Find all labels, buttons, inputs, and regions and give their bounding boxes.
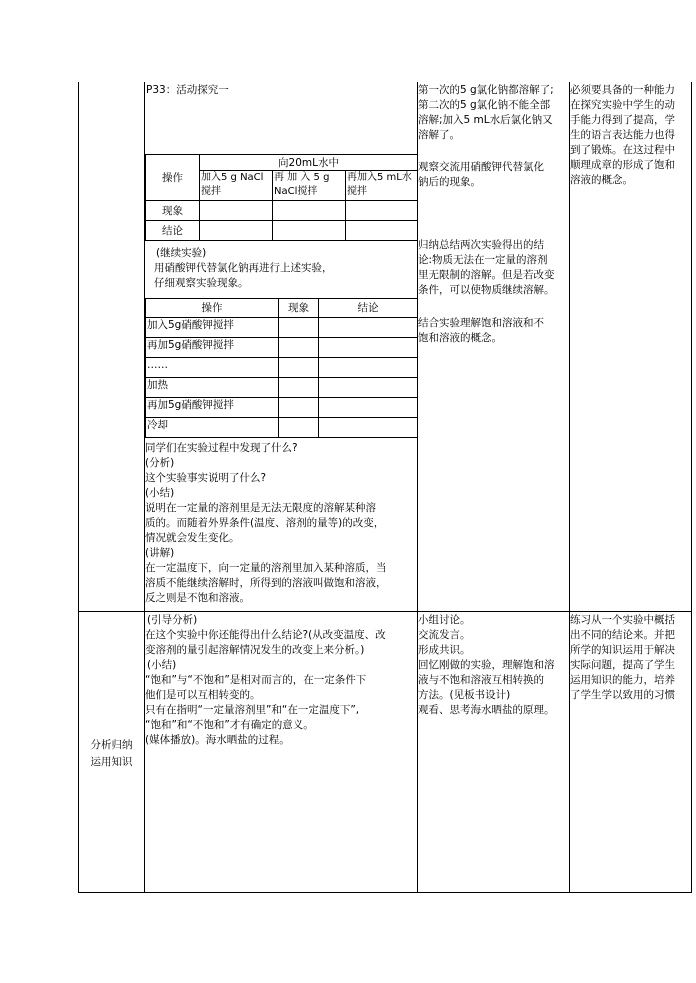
text-line: 第二次的5 g氯化钠不能全部 xyxy=(418,99,551,111)
text-line: 形成共识。 xyxy=(418,644,471,656)
empty-cell xyxy=(319,358,418,378)
text-line: 方法。(见板书设计) xyxy=(418,689,511,701)
student-activity-1 xyxy=(418,83,569,143)
text-line: 里无限制的溶解。但是若改变 xyxy=(418,269,555,281)
empty-cell xyxy=(279,338,319,358)
text-line: 说明在一定量的溶剂里是无法无限度的溶解某种溶 xyxy=(145,502,376,514)
text-line: 生的语言表达能力也得 xyxy=(570,129,675,141)
student-activity-4 xyxy=(418,316,569,346)
text-line: 分析归纳 xyxy=(90,739,133,751)
empty-cell xyxy=(279,418,319,438)
text-line: (分析) xyxy=(145,457,175,469)
text-line: (继续实验) xyxy=(156,247,207,259)
op-add-nacl: 加入5 g NaCl搅拌 xyxy=(200,171,273,201)
text-line: 练习从一个实验中概括 xyxy=(570,614,675,626)
op-row: …… xyxy=(146,358,279,378)
op-row: 加热 xyxy=(146,378,279,398)
analysis-summary-text xyxy=(145,441,417,606)
text-line: 出不同的结论来。并把 xyxy=(570,629,675,641)
text-line: (讲解) xyxy=(145,547,175,559)
empty-cell xyxy=(279,318,319,338)
empty-cell xyxy=(346,221,418,241)
op-add-water: 再加入5 mL水搅拌 xyxy=(346,171,418,201)
continue-experiment-text xyxy=(150,246,416,291)
empty-cell xyxy=(273,221,346,241)
row-phenomenon-label: 现象 xyxy=(146,201,200,221)
outer-right-border xyxy=(691,82,692,893)
op-row: 再加5g硝酸钾搅拌 xyxy=(146,398,279,418)
outer-left-border xyxy=(78,82,79,893)
text-line: 运用知识的能力，培养 xyxy=(570,674,675,686)
text-line: (引导分析) xyxy=(147,614,198,626)
text-line: 观看、思考海水晒盐的原理。 xyxy=(418,704,555,716)
text-line: 到了锻炼。在这过程中 xyxy=(570,144,675,156)
design-intent-row2 xyxy=(570,613,691,703)
design-intent-1 xyxy=(570,83,691,188)
empty-cell xyxy=(200,221,273,241)
text-line: 必须要具备的一种能力 xyxy=(570,84,675,96)
empty-cell xyxy=(319,318,418,338)
text-line: 归纳总结两次实验得出的结 xyxy=(418,239,544,251)
text-line: 这个实验事实说明了什么? xyxy=(145,472,267,484)
text-line: 回忆刚做的实验，理解饱和溶 xyxy=(418,659,555,671)
text-line: 顺理成章的形成了饱和 xyxy=(570,159,675,171)
text-line: 只有在指明“一定量溶剂里”和“在一定温度下”, xyxy=(145,704,360,716)
empty-cell xyxy=(319,338,418,358)
student-activity-3 xyxy=(418,238,569,298)
text-line: 用硝酸钾代替氯化钠再进行上述实验， xyxy=(154,262,333,274)
text-line: 观察交流用硝酸钾代替氯化 xyxy=(418,161,544,173)
text-line: 论:物质无法在一定量的溶剂 xyxy=(418,254,548,266)
text-line: 了学生学以致用的习惯 xyxy=(570,689,675,701)
text-line: 第一次的5 g氯化钠都溶解了; xyxy=(418,84,554,96)
op-header: 操作 xyxy=(146,155,200,201)
text-line: 在一定温度下，向一定量的溶剂里加入某种溶质，当 xyxy=(145,562,387,574)
text-line: 交流发言。 xyxy=(418,629,471,641)
text-line: 他们是可以互相转变的。 xyxy=(145,689,261,701)
empty-cell xyxy=(200,201,273,221)
op-add-more-nacl: 再 加 入 5 g NaCl搅拌 xyxy=(273,171,346,201)
header-conclusion: 结论 xyxy=(319,299,418,318)
header-phenomenon: 现象 xyxy=(279,299,319,318)
text-line: “饱和”和“不饱和”才有确定的意义。 xyxy=(145,719,314,731)
col-divider-3 xyxy=(569,82,570,893)
stage-label xyxy=(79,737,144,771)
text-line: 溶解;加入5 mL水后氯化钠又 xyxy=(418,114,553,126)
empty-cell xyxy=(319,418,418,438)
header-operation: 操作 xyxy=(146,299,279,318)
text-line: 在探究实验中学生的动 xyxy=(570,99,675,111)
empty-cell xyxy=(279,398,319,418)
teacher-activity-2 xyxy=(145,613,417,748)
text-line: 仔细观察实验现象。 xyxy=(154,277,249,289)
text-line: 运用知识 xyxy=(90,756,133,768)
text-line: 质的。而随着外界条件(温度、溶剂的量等)的改变， xyxy=(145,517,385,529)
empty-cell xyxy=(279,378,319,398)
text-line: 溶质不能继续溶解时，所得到的溶液叫做饱和溶液， xyxy=(145,577,387,589)
nacl-experiment-table xyxy=(145,154,418,241)
op-row: 再加5g硝酸钾搅拌 xyxy=(146,338,279,358)
row-conclusion-label: 结论 xyxy=(146,221,200,241)
empty-cell xyxy=(273,201,346,221)
text-line: (媒体播放)。海水晒盐的过程。 xyxy=(145,734,290,746)
text-line: 饱和溶液的概念。 xyxy=(418,332,502,344)
op-row: 冷却 xyxy=(146,418,279,438)
text-line: 溶解了。 xyxy=(418,129,460,141)
student-activity-row2 xyxy=(418,613,569,718)
text-line: 在这个实验中你还能得出什么结论?(从改变温度、改 xyxy=(145,629,386,641)
text-line: 钠后的现象。 xyxy=(418,176,481,188)
text-line: 溶液的概念。 xyxy=(570,174,633,186)
outer-bottom-border xyxy=(78,892,692,893)
row-divider xyxy=(78,611,692,612)
text-line: 反之则是不饱和溶液。 xyxy=(145,592,250,604)
op-row: 加入5g硝酸钾搅拌 xyxy=(146,318,279,338)
empty-cell xyxy=(319,398,418,418)
empty-cell xyxy=(279,358,319,378)
kno3-experiment-table xyxy=(145,298,418,438)
text-line: 手能力得到了提高，学 xyxy=(570,114,675,126)
empty-cell xyxy=(319,378,418,398)
text-line: 所学的知识运用于解决 xyxy=(570,644,675,656)
text-line: 液与不饱和溶液互相转换的 xyxy=(418,674,544,686)
text-line: “饱和”与“不饱和”是相对而言的，在一定条件下 xyxy=(145,674,367,686)
text-line: 条件，可以使物质继续溶解。 xyxy=(418,284,555,296)
student-activity-2 xyxy=(418,160,569,190)
text-line: (小结) xyxy=(145,487,175,499)
text-line: 情况就会发生变化。 xyxy=(145,532,240,544)
text-line: 同学们在实验过程中发现了什么? xyxy=(145,442,298,454)
activity-title: P33：活动探究一 xyxy=(146,84,229,96)
group-header: 向20mL水中 xyxy=(200,155,418,171)
text-line: 小组讨论。 xyxy=(418,614,471,626)
empty-cell xyxy=(346,201,418,221)
text-line: 结合实验理解饱和溶液和不 xyxy=(418,317,544,329)
text-line: 实际问题，提高了学生 xyxy=(570,659,675,671)
text-line: 变溶剂的量引起溶解情况发生的改变上来分析。) xyxy=(145,644,365,656)
text-line: (小结) xyxy=(147,659,177,671)
